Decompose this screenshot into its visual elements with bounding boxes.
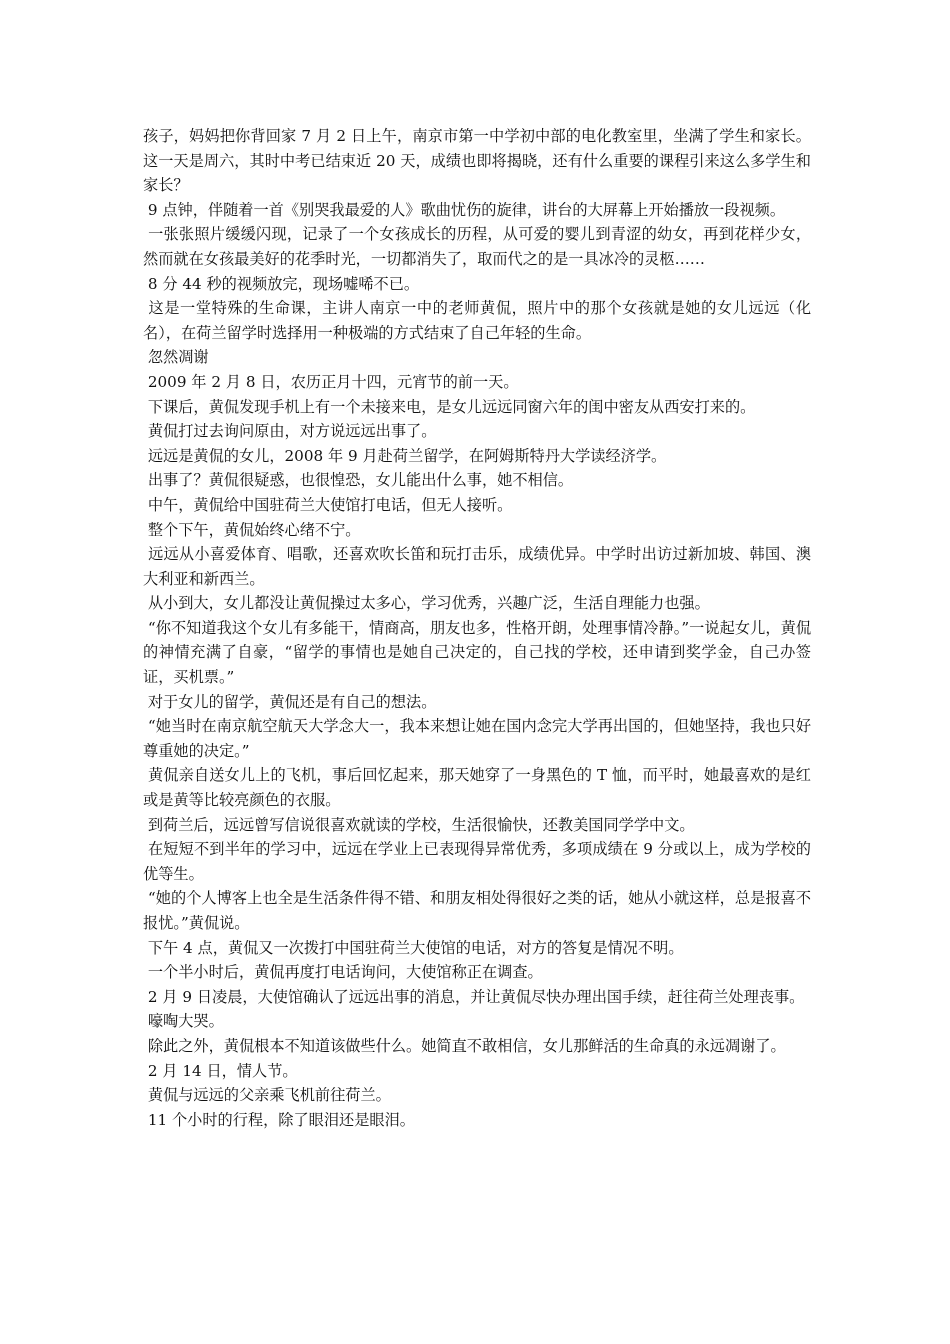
paragraph: 出事了？黄侃很疑惑，也很惶恐，女儿能出什么事，她不相信。 [143, 471, 574, 490]
paragraph: “她当时在南京航空航天大学念大一，我本来想让她在国内念完大学再出国的，但她坚持，我也只好尊重她的决定。” [143, 717, 812, 760]
paragraph: 一个半小时后，黄侃再度打电话询问，大使馆称正在调查。 [143, 963, 543, 982]
paragraph: 黄侃打过去询问原由，对方说远远出事了。 [143, 422, 437, 441]
article-body [143, 124, 816, 1132]
paragraph: 2 月 14 日，情人节。 [143, 1061, 298, 1080]
paragraph: 黄侃与远远的父亲乘飞机前往荷兰。 [143, 1086, 391, 1105]
paragraph: 对于女儿的留学，黄侃还是有自己的想法。 [143, 692, 437, 711]
paragraph: 嚎啕大哭。 [143, 1012, 224, 1031]
paragraph: 除此之外，黄侃根本不知道该做些什么。她简直不敢相信，女儿那鲜活的生命真的永远凋谢了。 [143, 1036, 786, 1055]
paragraph: “你不知道我这个女儿有多能干，情商高，朋友也多，性格开朗，处理事情冷静。”一说起女儿，黄侃的神情充满了自豪，“留学的事情也是她自己决定的，自己找的学校，还申请到奖学金，自己办签证，买机票。” [143, 618, 812, 687]
paragraph: 2009 年 2 月 8 日，农历正月十四，元宵节的前一天。 [143, 372, 519, 391]
paragraph: 孩子，妈妈把你背回家 7 月 2 日上午，南京市第一中学初中部的电化教室里，坐满了学生和家长。 这一天是周六，其时中考已结束近 20 天，成绩也即将揭晓，还有什么重要的课程引来这么多学生和家长？ [143, 127, 816, 195]
paragraph: 在短短不到半年的学习中，远远在学业上已表现得异常优秀，多项成绩在 9 分或以上，成为学校的优等生。 [143, 840, 811, 883]
paragraph: 整个下午，黄侃始终心绪不宁。 [143, 520, 361, 539]
paragraph: 9 点钟，伴随着一首《别哭我最爱的人》歌曲忧伤的旋律，讲台的大屏幕上开始播放一段视频。 [143, 200, 786, 219]
paragraph: 下课后，黄侃发现手机上有一个未接来电，是女儿远远同窗六年的闺中密友从西安打来的。 [143, 397, 756, 416]
paragraph: “她的个人博客上也全是生活条件得不错、和朋友相处得很好之类的话，她从小就这样，总是报喜不报忧。”黄侃说。 [143, 889, 812, 932]
paragraph: 中午，黄侃给中国驻荷兰大使馆打电话，但无人接听。 [143, 495, 513, 514]
paragraph: 远远从小喜爱体育、唱歌，还喜欢吹长笛和玩打击乐，成绩优异。中学时出访过新加坡、韩国、澳大利亚和新西兰。 [143, 545, 812, 588]
paragraph: 8 分 44 秒的视频放完，现场嘘唏不已。 [143, 274, 420, 293]
paragraph: 远远是黄侃的女儿，2008 年 9 月赴荷兰留学，在阿姆斯特丹大学读经济学。 [143, 446, 667, 465]
section-heading: 忽然凋谢 [143, 348, 209, 367]
paragraph: 黄侃亲自送女儿上的飞机，事后回忆起来，那天她穿了一身黑色的 T 恤，而平时，她最喜欢的是红或是黄等比较亮颜色的衣服。 [143, 766, 811, 810]
paragraph: 下午 4 点，黄侃又一次拨打中国驻荷兰大使馆的电话，对方的答复是情况不明。 [143, 938, 684, 957]
paragraph: 2 月 9 日凌晨，大使馆确认了远远出事的消息，并让黄侃尽快办理出国手续，赶往荷兰处理丧事。 [143, 987, 805, 1006]
paragraph: 11 个小时的行程，除了眼泪还是眼泪。 [143, 1110, 415, 1129]
paragraph: 这是一堂特殊的生命课，主讲人南京一中的老师黄侃，照片中的那个女孩就是她的女儿远远（化名），在荷兰留学时选择用一种极端的方式结束了自己年轻的生命。 [143, 299, 812, 342]
paragraph: 从小到大，女儿都没让黄侃操过太多心，学习优秀，兴趣广泛，生活自理能力也强。 [143, 594, 710, 613]
paragraph: 一张张照片缓缓闪现，记录了一个女孩成长的历程，从可爱的婴儿到青涩的幼女，再到花样少女，然而就在女孩最美好的花季时光，一切都消失了，取而代之的是一具冰冷的灵柩…… [143, 225, 812, 268]
paragraph: 到荷兰后，远远曾写信说很喜欢就读的学校，生活很愉快，还教美国同学学中文。 [143, 815, 695, 834]
